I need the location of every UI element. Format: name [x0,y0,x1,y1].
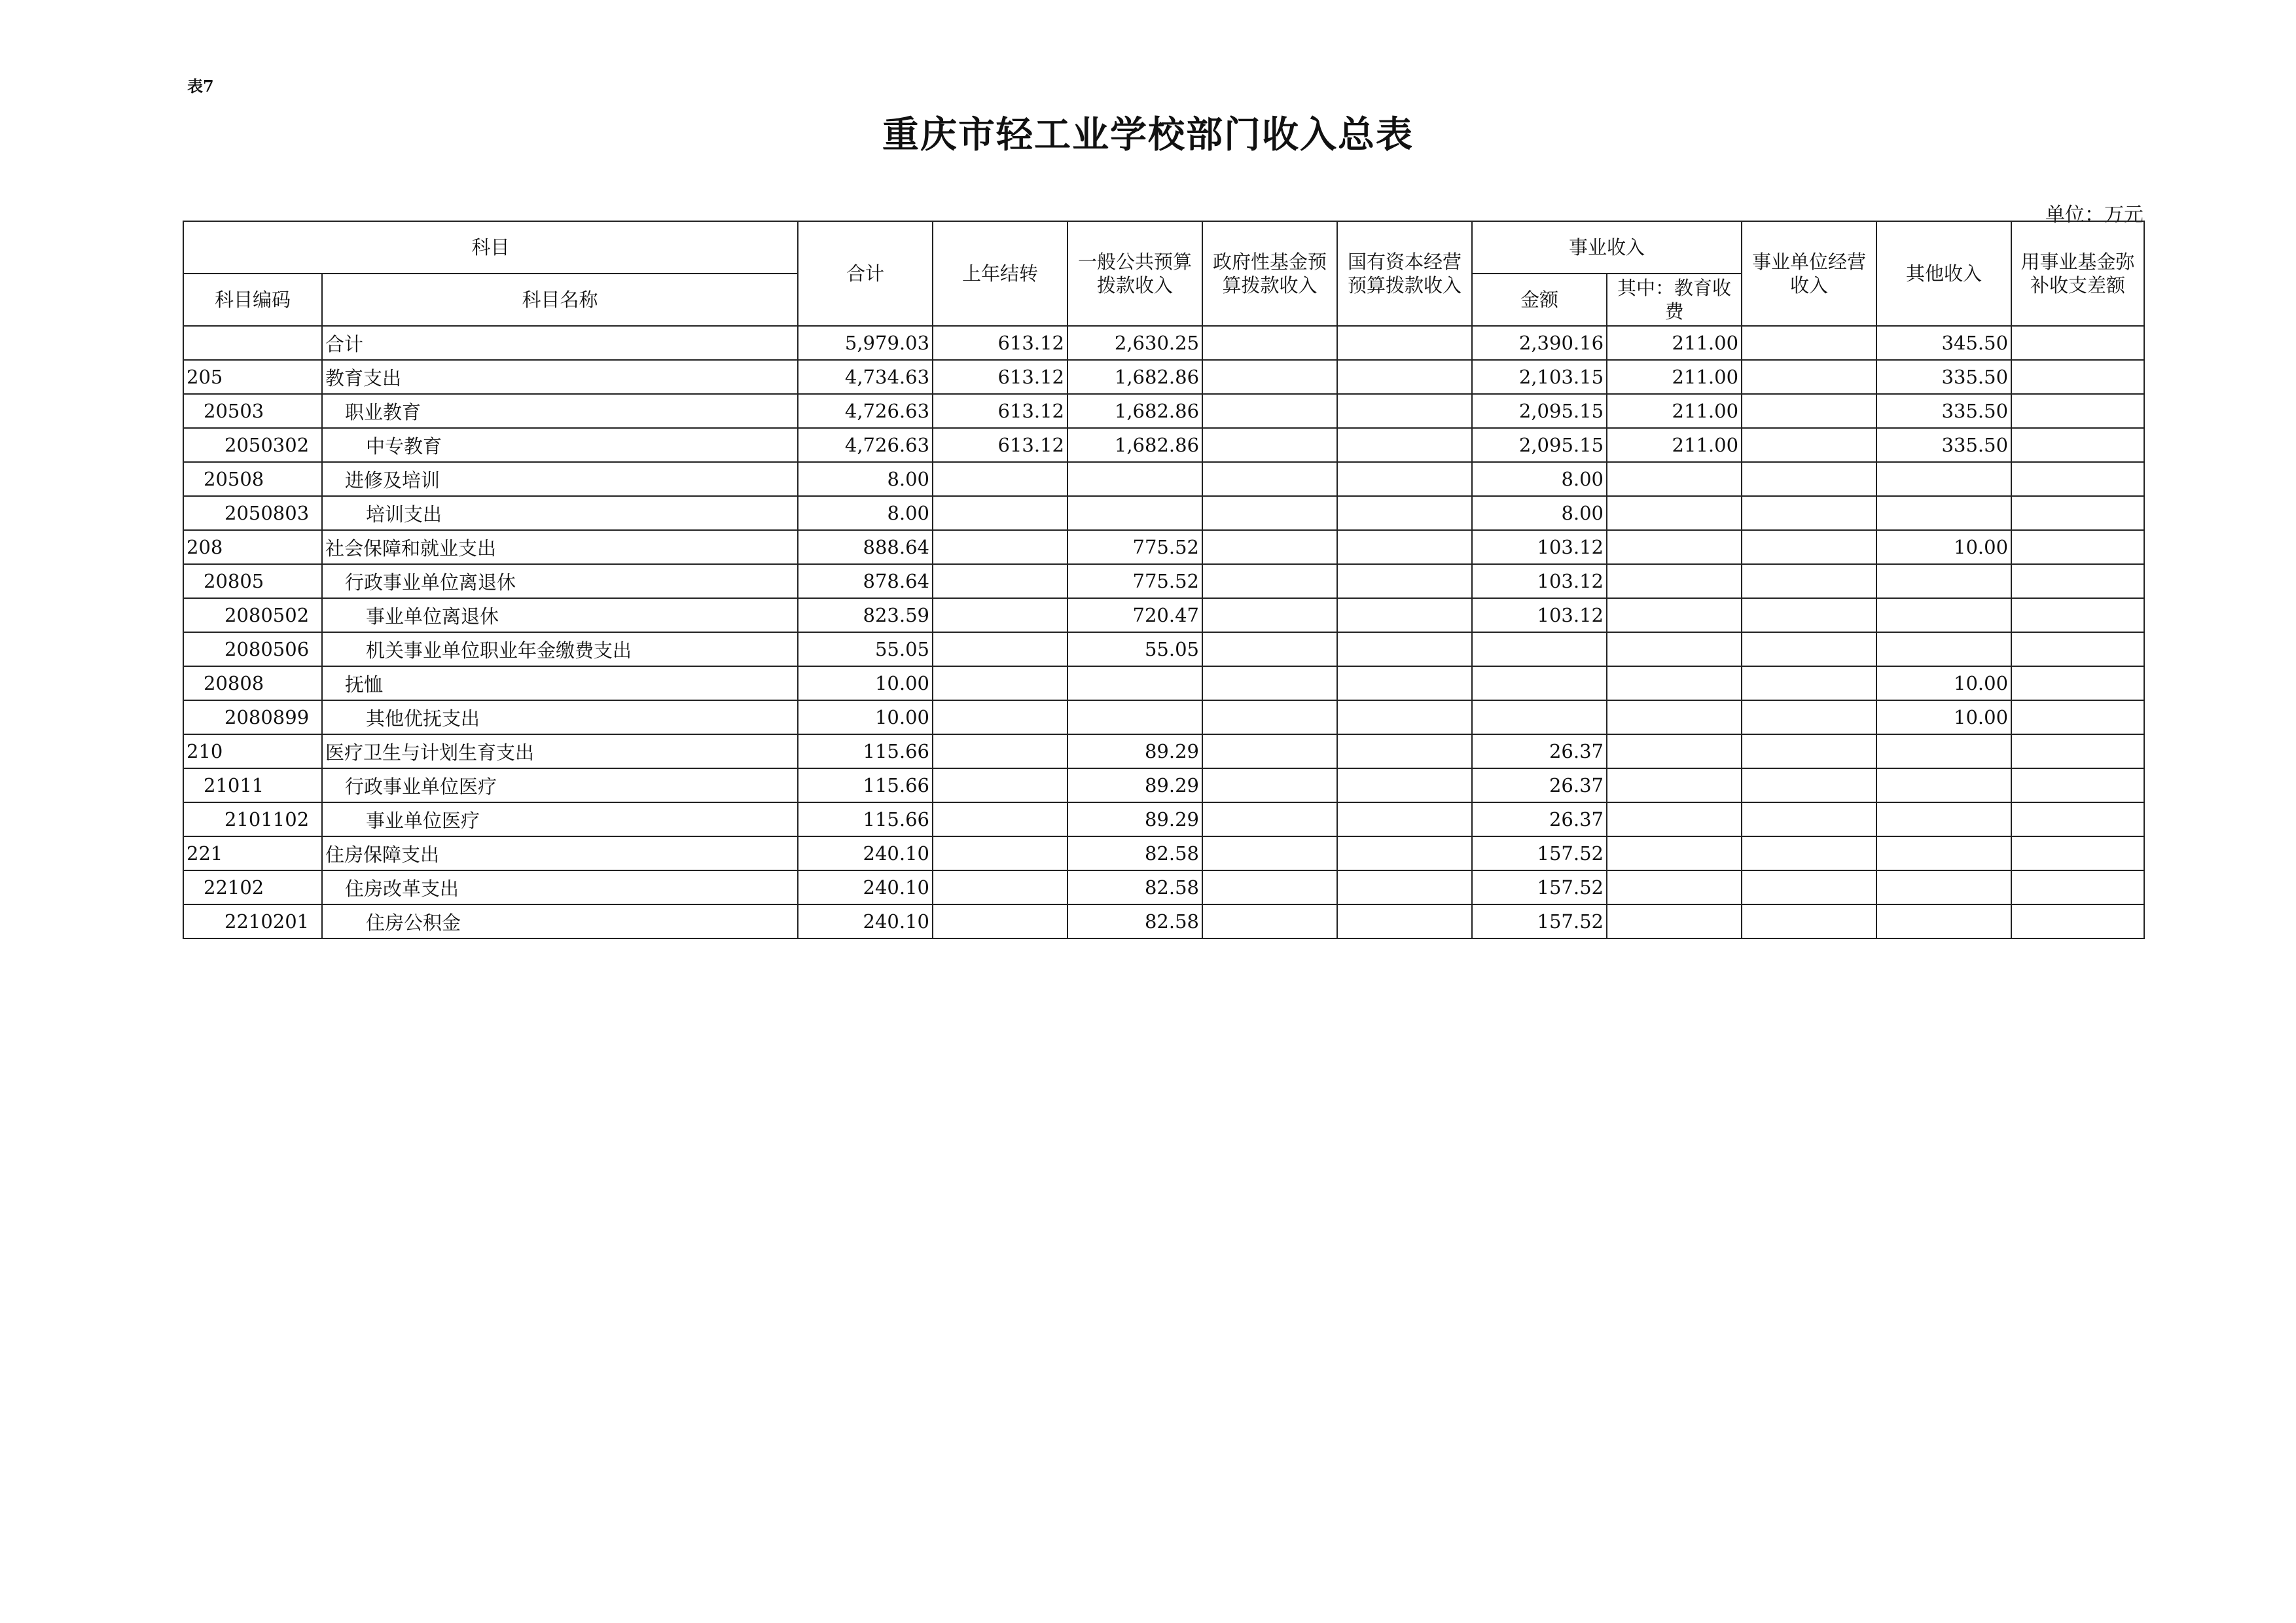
header-business-income: 事业收入 [1472,221,1742,274]
cell-gov-fund [1202,666,1337,700]
cell-gov-fund [1202,564,1337,598]
cell-other: 10.00 [1876,700,2011,734]
page-title: 重庆市轻工业学校部门收入总表 [882,114,1414,156]
cell-fund-comp [2011,700,2144,734]
cell-amount: 26.37 [1472,802,1607,836]
cell-total: 240.10 [798,836,933,870]
cell-general-budget: 55.05 [1067,632,1202,666]
cell-subject-code: 21011 [183,768,322,802]
cell-total: 115.66 [798,734,933,768]
cell-state-capital [1337,734,1472,768]
cell-subject-name: 抚恤 [322,666,798,700]
cell-edu-fee [1607,836,1742,870]
cell-other [1876,904,2011,938]
cell-gov-fund [1202,462,1337,496]
cell-operating [1742,700,1876,734]
cell-edu-fee: 211.00 [1607,394,1742,428]
cell-edu-fee [1607,496,1742,530]
table-row [183,904,2144,938]
cell-amount: 103.12 [1472,530,1607,564]
cell-state-capital [1337,496,1472,530]
cell-operating [1742,462,1876,496]
cell-amount: 8.00 [1472,496,1607,530]
cell-general-budget: 720.47 [1067,598,1202,632]
cell-operating [1742,734,1876,768]
cell-total: 115.66 [798,768,933,802]
cell-general-budget: 1,682.86 [1067,428,1202,462]
cell-operating [1742,870,1876,904]
cell-gov-fund [1202,598,1337,632]
cell-operating [1742,394,1876,428]
cell-edu-fee [1607,598,1742,632]
cell-fund-comp [2011,564,2144,598]
cell-general-budget [1067,496,1202,530]
table-row [183,734,2144,768]
cell-amount: 103.12 [1472,598,1607,632]
cell-total: 240.10 [798,870,933,904]
cell-general-budget: 89.29 [1067,734,1202,768]
table-row [183,768,2144,802]
cell-fund-comp [2011,530,2144,564]
cell-state-capital [1337,632,1472,666]
cell-subject-name: 其他优抚支出 [322,700,798,734]
cell-total: 240.10 [798,904,933,938]
cell-edu-fee [1607,700,1742,734]
cell-general-budget: 89.29 [1067,768,1202,802]
cell-other [1876,768,2011,802]
cell-edu-fee [1607,530,1742,564]
cell-subject-code: 2101102 [183,802,322,836]
cell-amount [1472,700,1607,734]
cell-carryover [933,496,1067,530]
cell-subject-name: 社会保障和就业支出 [322,530,798,564]
header-other-income: 其他收入 [1876,221,2011,326]
cell-gov-fund [1202,530,1337,564]
cell-carryover [933,666,1067,700]
cell-operating [1742,632,1876,666]
cell-gov-fund [1202,394,1337,428]
cell-gov-fund [1202,768,1337,802]
cell-amount [1472,632,1607,666]
cell-general-budget: 775.52 [1067,564,1202,598]
header-general-budget: 一般公共预算拨款收入 [1067,221,1202,326]
cell-subject-name: 事业单位离退休 [322,598,798,632]
cell-total: 4,726.63 [798,428,933,462]
cell-other [1876,462,2011,496]
cell-subject-code [183,326,322,360]
table-row [183,666,2144,700]
cell-fund-comp [2011,802,2144,836]
cell-carryover [933,870,1067,904]
header-subject-code: 科目编码 [183,274,322,326]
cell-gov-fund [1202,870,1337,904]
cell-operating [1742,530,1876,564]
cell-subject-name: 医疗卫生与计划生育支出 [322,734,798,768]
cell-state-capital [1337,394,1472,428]
cell-carryover [933,904,1067,938]
cell-subject-code: 22102 [183,870,322,904]
cell-state-capital [1337,768,1472,802]
cell-amount: 2,095.15 [1472,394,1607,428]
cell-state-capital [1337,836,1472,870]
cell-total: 5,979.03 [798,326,933,360]
cell-carryover: 613.12 [933,326,1067,360]
cell-edu-fee [1607,870,1742,904]
cell-edu-fee: 211.00 [1607,326,1742,360]
cell-subject-code: 2080899 [183,700,322,734]
cell-carryover [933,462,1067,496]
cell-fund-comp [2011,734,2144,768]
cell-subject-code: 221 [183,836,322,870]
cell-fund-comp [2011,326,2144,360]
cell-general-budget [1067,666,1202,700]
cell-operating [1742,496,1876,530]
cell-subject-name: 行政事业单位医疗 [322,768,798,802]
table-row [183,496,2144,530]
cell-amount: 157.52 [1472,836,1607,870]
cell-operating [1742,564,1876,598]
cell-state-capital [1337,802,1472,836]
cell-operating [1742,326,1876,360]
cell-carryover [933,836,1067,870]
cell-carryover: 613.12 [933,360,1067,394]
cell-subject-name: 住房公积金 [322,904,798,938]
cell-subject-code: 2080502 [183,598,322,632]
header-state-capital: 国有资本经营预算拨款收入 [1337,221,1472,326]
cell-other [1876,632,2011,666]
cell-edu-fee [1607,462,1742,496]
cell-general-budget: 82.58 [1067,904,1202,938]
cell-operating [1742,802,1876,836]
cell-subject-code: 205 [183,360,322,394]
cell-general-budget: 1,682.86 [1067,394,1202,428]
cell-other: 335.50 [1876,394,2011,428]
cell-subject-code: 20805 [183,564,322,598]
header-total: 合计 [798,221,933,326]
cell-general-budget: 1,682.86 [1067,360,1202,394]
cell-subject-code: 2080506 [183,632,322,666]
cell-other [1876,598,2011,632]
cell-gov-fund [1202,360,1337,394]
cell-other [1876,802,2011,836]
cell-other [1876,734,2011,768]
header-operating-income: 事业单位经营收入 [1742,221,1876,326]
header-gov-fund: 政府性基金预算拨款收入 [1202,221,1337,326]
cell-subject-name: 中专教育 [322,428,798,462]
cell-fund-comp [2011,360,2144,394]
table-row [183,564,2144,598]
cell-general-budget: 82.58 [1067,870,1202,904]
cell-amount: 2,103.15 [1472,360,1607,394]
cell-state-capital [1337,360,1472,394]
cell-fund-comp [2011,496,2144,530]
cell-general-budget: 82.58 [1067,836,1202,870]
table-row [183,836,2144,870]
cell-fund-comp [2011,462,2144,496]
cell-carryover [933,564,1067,598]
cell-edu-fee [1607,632,1742,666]
cell-state-capital [1337,870,1472,904]
cell-fund-comp [2011,394,2144,428]
cell-amount: 157.52 [1472,870,1607,904]
cell-general-budget [1067,700,1202,734]
cell-operating [1742,666,1876,700]
cell-carryover [933,700,1067,734]
cell-state-capital [1337,666,1472,700]
cell-subject-name: 培训支出 [322,496,798,530]
cell-operating [1742,836,1876,870]
cell-operating [1742,904,1876,938]
table-number: 表7 [187,77,214,96]
cell-fund-comp [2011,598,2144,632]
table-row [183,326,2144,360]
table-row [183,428,2144,462]
cell-subject-name: 进修及培训 [322,462,798,496]
cell-fund-comp [2011,904,2144,938]
table-row [183,870,2144,904]
cell-carryover: 613.12 [933,394,1067,428]
table-row [183,360,2144,394]
cell-state-capital [1337,904,1472,938]
cell-fund-comp [2011,428,2144,462]
cell-fund-comp [2011,632,2144,666]
cell-carryover [933,802,1067,836]
cell-subject-name: 行政事业单位离退休 [322,564,798,598]
cell-carryover [933,734,1067,768]
cell-gov-fund [1202,496,1337,530]
cell-total: 878.64 [798,564,933,598]
cell-edu-fee: 211.00 [1607,428,1742,462]
income-table [183,221,2145,939]
cell-total: 823.59 [798,598,933,632]
cell-operating [1742,598,1876,632]
cell-other: 335.50 [1876,360,2011,394]
cell-fund-comp [2011,870,2144,904]
cell-subject-name: 住房改革支出 [322,870,798,904]
cell-gov-fund [1202,700,1337,734]
cell-amount: 2,095.15 [1472,428,1607,462]
cell-total: 8.00 [798,496,933,530]
cell-state-capital [1337,462,1472,496]
cell-edu-fee [1607,666,1742,700]
cell-carryover [933,768,1067,802]
cell-edu-fee: 211.00 [1607,360,1742,394]
header-carryover: 上年结转 [933,221,1067,326]
cell-amount: 26.37 [1472,734,1607,768]
table-row [183,394,2144,428]
cell-subject-code: 20808 [183,666,322,700]
cell-general-budget: 775.52 [1067,530,1202,564]
cell-amount: 8.00 [1472,462,1607,496]
cell-gov-fund [1202,734,1337,768]
table-row [183,632,2144,666]
cell-carryover [933,632,1067,666]
cell-edu-fee [1607,802,1742,836]
cell-subject-name: 教育支出 [322,360,798,394]
cell-subject-name: 机关事业单位职业年金缴费支出 [322,632,798,666]
table-row [183,700,2144,734]
cell-edu-fee [1607,768,1742,802]
cell-operating [1742,360,1876,394]
cell-subject-code: 210 [183,734,322,768]
cell-amount [1472,666,1607,700]
cell-state-capital [1337,564,1472,598]
table-row [183,530,2144,564]
cell-carryover [933,598,1067,632]
cell-carryover: 613.12 [933,428,1067,462]
cell-state-capital [1337,700,1472,734]
cell-subject-code: 2050302 [183,428,322,462]
cell-edu-fee [1607,734,1742,768]
cell-subject-code: 2050803 [183,496,322,530]
cell-total: 55.05 [798,632,933,666]
cell-subject-code: 20503 [183,394,322,428]
cell-fund-comp [2011,666,2144,700]
cell-subject-name: 事业单位医疗 [322,802,798,836]
cell-general-budget: 2,630.25 [1067,326,1202,360]
cell-operating [1742,428,1876,462]
cell-subject-code: 2210201 [183,904,322,938]
cell-other: 10.00 [1876,530,2011,564]
cell-general-budget: 89.29 [1067,802,1202,836]
header-amount: 金额 [1472,274,1607,326]
cell-subject-name: 合计 [322,326,798,360]
cell-total: 115.66 [798,802,933,836]
header-fund-compensation: 用事业基金弥补收支差额 [2011,221,2144,326]
table-row [183,462,2144,496]
unit-label: 单位：万元 [2045,204,2144,226]
cell-gov-fund [1202,836,1337,870]
cell-state-capital [1337,428,1472,462]
cell-other: 335.50 [1876,428,2011,462]
cell-other: 10.00 [1876,666,2011,700]
cell-amount: 157.52 [1472,904,1607,938]
cell-operating [1742,768,1876,802]
header-subject-name: 科目名称 [322,274,798,326]
cell-carryover [933,530,1067,564]
cell-other: 345.50 [1876,326,2011,360]
cell-edu-fee [1607,564,1742,598]
cell-state-capital [1337,326,1472,360]
cell-gov-fund [1202,428,1337,462]
cell-other [1876,564,2011,598]
cell-subject-code: 208 [183,530,322,564]
cell-gov-fund [1202,632,1337,666]
cell-total: 4,726.63 [798,394,933,428]
table-row [183,802,2144,836]
header-edu-fee: 其中：教育收费 [1607,274,1742,326]
cell-general-budget [1067,462,1202,496]
cell-edu-fee [1607,904,1742,938]
table-row [183,598,2144,632]
cell-subject-name: 住房保障支出 [322,836,798,870]
cell-state-capital [1337,598,1472,632]
header-subject: 科目 [183,221,798,274]
cell-gov-fund [1202,326,1337,360]
cell-subject-name: 职业教育 [322,394,798,428]
cell-amount: 26.37 [1472,768,1607,802]
cell-gov-fund [1202,904,1337,938]
cell-total: 10.00 [798,666,933,700]
cell-subject-code: 20508 [183,462,322,496]
cell-amount: 2,390.16 [1472,326,1607,360]
cell-other [1876,870,2011,904]
cell-total: 8.00 [798,462,933,496]
cell-other [1876,836,2011,870]
cell-fund-comp [2011,836,2144,870]
cell-total: 10.00 [798,700,933,734]
cell-gov-fund [1202,802,1337,836]
cell-total: 4,734.63 [798,360,933,394]
cell-amount: 103.12 [1472,564,1607,598]
cell-total: 888.64 [798,530,933,564]
cell-state-capital [1337,530,1472,564]
cell-fund-comp [2011,768,2144,802]
cell-other [1876,496,2011,530]
